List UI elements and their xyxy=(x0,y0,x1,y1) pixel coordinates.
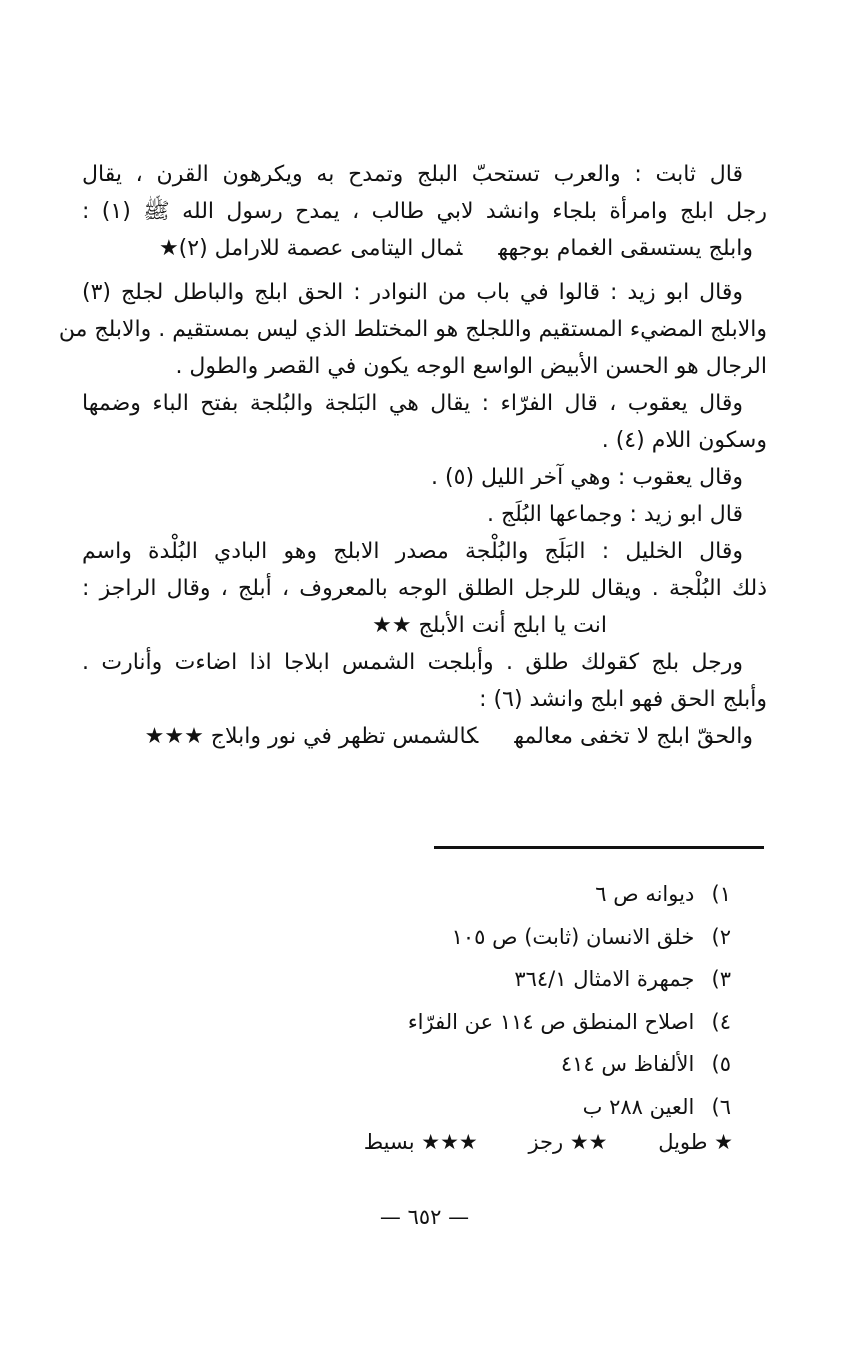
page-number: — ٦٥٢ — xyxy=(379,1205,470,1229)
verse-line: انت يا ابلج أنت الأبلج ★★ xyxy=(372,613,607,638)
paragraph-line: رجل ابلج وامرأة بلجاء وانشد لابي طالب ، يمدح رسول الله ﷺ (١) : xyxy=(82,199,767,224)
footnote-item xyxy=(408,958,731,1001)
footnote-text: جمهرة الامثال ٣٦٤/١ xyxy=(514,967,695,991)
verse-line xyxy=(82,230,767,267)
footnote-item xyxy=(408,1043,731,1086)
verse-hemistich: كالشمس تظهر في نور وابلاج ★★★ xyxy=(144,724,479,749)
footnote-text: ديوانه ص ٦ xyxy=(595,882,695,906)
paragraph-line: وقال ابو زيد : قالوا في باب من النوادر : الحق ابلج والباطل لجلج (٣) xyxy=(82,280,743,305)
footnote-item xyxy=(408,1001,731,1044)
paragraph-line: والابلج المضيء المستقيم واللجلج هو المختلط الذي ليس بمستقيم . والابلج من xyxy=(58,317,767,342)
footnote-item xyxy=(408,916,731,959)
paragraph-line: قال ثابت : والعرب تستحبّ البلج وتمدح به ويكرهون القرن ، يقال xyxy=(82,162,743,187)
meter-rajaz: ★★ رجز xyxy=(528,1130,608,1154)
footnote-text: خلق الانسان (ثابت) ص ١٠٥ xyxy=(451,924,695,949)
paragraph-line: ورجل بلج كقولك طلق . وأبلجت الشمس ابلاجا اذا اضاءت وأنارت . xyxy=(82,650,743,675)
paragraph-line: وقال يعقوب : وهي آخر الليل (٥) . xyxy=(431,465,743,490)
footnote-number: ٦) xyxy=(711,1094,731,1119)
footnote-number: ١) xyxy=(711,882,731,906)
footnote-item xyxy=(408,873,731,916)
footnote-number: ٢) xyxy=(711,924,731,949)
meter-tawil: ★ طويل xyxy=(658,1130,733,1154)
paragraph-line: قال ابو زيد : وجماعها البُلَج . xyxy=(486,502,743,527)
paragraph-line: الرجال هو الحسن الأبيض الواسع الوجه يكون في القصر والطول . xyxy=(175,354,767,379)
footnote-text: اصلاح المنطق ص ١١٤ عن الفرّاء xyxy=(407,1009,695,1034)
footnote-number: ٣) xyxy=(711,967,731,991)
paragraph-line: وأبلج الحق فهو ابلج وانشد (٦) : xyxy=(479,687,767,712)
verse-line xyxy=(82,718,767,755)
paragraph-line: وقال يعقوب ، قال الفرّاء : يقال هي البَلجة والبُلجة بفتح الباء وضمها xyxy=(82,391,743,416)
meter-legend xyxy=(364,1130,733,1154)
footnote-item xyxy=(408,1086,731,1129)
verse-hemistich: وابلج يستسقى الغمام بوجهه xyxy=(498,236,753,261)
paragraph-line: وسكون اللام (٤) . xyxy=(601,428,767,453)
verse-hemistich: والحقّ ابلج لا تخفى معالمه xyxy=(514,724,753,749)
verse-hemistich: ثمال اليتامى عصمة للارامل (٢)★ xyxy=(158,236,463,261)
footnote-number: ٤) xyxy=(711,1009,731,1034)
footnote-number: ٥) xyxy=(711,1052,731,1076)
paragraph-line: وقال الخليل : البَلَج والبُلْجة مصدر الابلج وهو البادي البُلْدة واسم xyxy=(82,539,743,564)
meter-basit: ★★★ بسيط xyxy=(363,1130,478,1154)
footnote-text: الألفاظ س ٤١٤ xyxy=(560,1052,695,1076)
footnote-separator xyxy=(434,846,764,849)
footnotes xyxy=(408,873,731,1128)
paragraph-line: ذلك البُلْجة . ويقال للرجل الطلق الوجه بالمعروف ، أبلج ، وقال الراجز : xyxy=(82,576,767,601)
footnote-text: العين ٢٨٨ ب xyxy=(582,1094,695,1119)
main-text xyxy=(58,156,767,755)
